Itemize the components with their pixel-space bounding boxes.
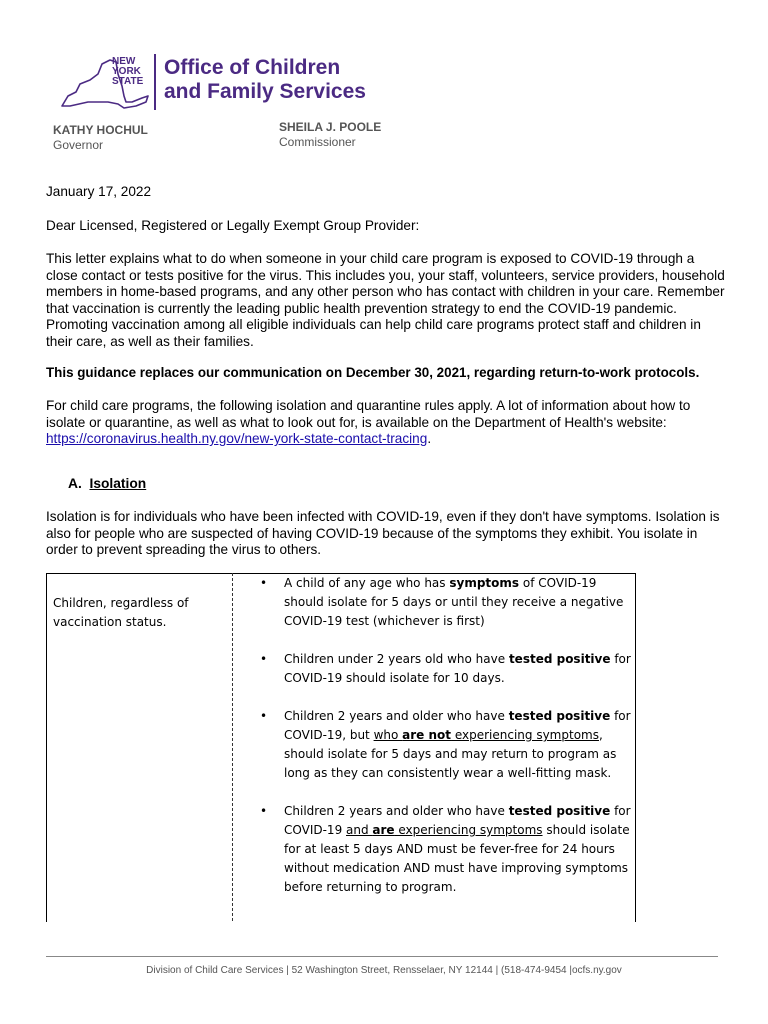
table-column-divider bbox=[232, 573, 233, 921]
commissioner-name: SHEILA J. POOLE bbox=[279, 120, 382, 134]
salutation: Dear Licensed, Registered or Legally Exempt Group Provider: bbox=[46, 218, 420, 233]
list-item: • Children 2 years and older who have tested positive for COVID-19 and are experiencing symptoms should isolate for at least 5 days AND must be fever-free for 24 hours without medication AND must have improving symptoms before returning to program. bbox=[252, 802, 632, 897]
governor-block bbox=[53, 123, 148, 153]
section-a-letter: A. bbox=[68, 476, 82, 491]
intro-paragraph: This letter explains what to do when someone in your child care program is exposed to COVID-19 through a close contact or tests positive for the virus. This includes you, your staff, volunteers, service providers, household members in home-based programs, and any other person who has contact with children in your care. Remember that vaccination is currently the leading public health prevention strategy to end the COVID-19 pandemic. Promoting vaccination among all eligible individuals can help child care programs protect staff and children in their care, as well as their families. bbox=[46, 251, 725, 349]
footer-divider bbox=[46, 956, 718, 957]
letter-date: January 17, 2022 bbox=[46, 184, 152, 199]
table-row-header: Children, regardless of vaccination status. bbox=[53, 596, 189, 629]
isolation-description: Isolation is for individuals who have been infected with COVID-19, even if they don't have symptoms. Isolation is also for people who are suspected of having COVID-19 because of the symptoms they exhibit. You isolate in order to prevent spreading the virus to others. bbox=[46, 509, 720, 558]
rules-paragraph bbox=[46, 398, 726, 448]
section-a-heading bbox=[68, 476, 146, 491]
agency-name: Office of Children and Family Services bbox=[164, 56, 366, 103]
list-item: • A child of any age who has symptoms of COVID-19 should isolate for 5 days or until they receive a negative COVID-19 test (whichever is first) bbox=[252, 574, 632, 631]
section-a-title: Isolation bbox=[89, 476, 147, 491]
agency-logo bbox=[58, 52, 366, 112]
list-item: • Children under 2 years old who have tested positive for COVID-19 should isolate for 10 days. bbox=[252, 650, 632, 688]
list-item: • Children 2 years and older who have tested positive for COVID-19, but who are not experiencing symptoms, should isolate for 5 days and may return to program as long as they can consistently wear a well-fitting mask. bbox=[252, 707, 632, 783]
doh-contact-tracing-link[interactable]: https://coronavirus.health.ny.gov/new-york-state-contact-tracing bbox=[46, 431, 428, 447]
replaces-notice: This guidance replaces our communication on December 30, 2021, regarding return-to-work protocols. bbox=[46, 365, 700, 380]
isolation-rules-list bbox=[252, 574, 632, 897]
commissioner-block bbox=[279, 120, 381, 150]
governor-name: KATHY HOCHUL bbox=[53, 123, 148, 137]
commissioner-title: Commissioner bbox=[279, 135, 356, 149]
rules-text: For child care programs, the following isolation and quarantine rules apply. A lot of information about how to isolate or quarantine, as well as what to look out for, is available on the Department of Health's website: bbox=[46, 398, 691, 430]
rules-end: . bbox=[427, 431, 432, 447]
page-footer: Division of Child Care Services | 52 Washington Street, Rensselaer, NY 12144 | (518-474-9454 |ocfs.ny.gov bbox=[146, 965, 622, 976]
governor-title: Governor bbox=[53, 138, 104, 152]
state-wordmark: NEW YORK STATE bbox=[112, 56, 144, 87]
logo-divider bbox=[154, 54, 156, 110]
